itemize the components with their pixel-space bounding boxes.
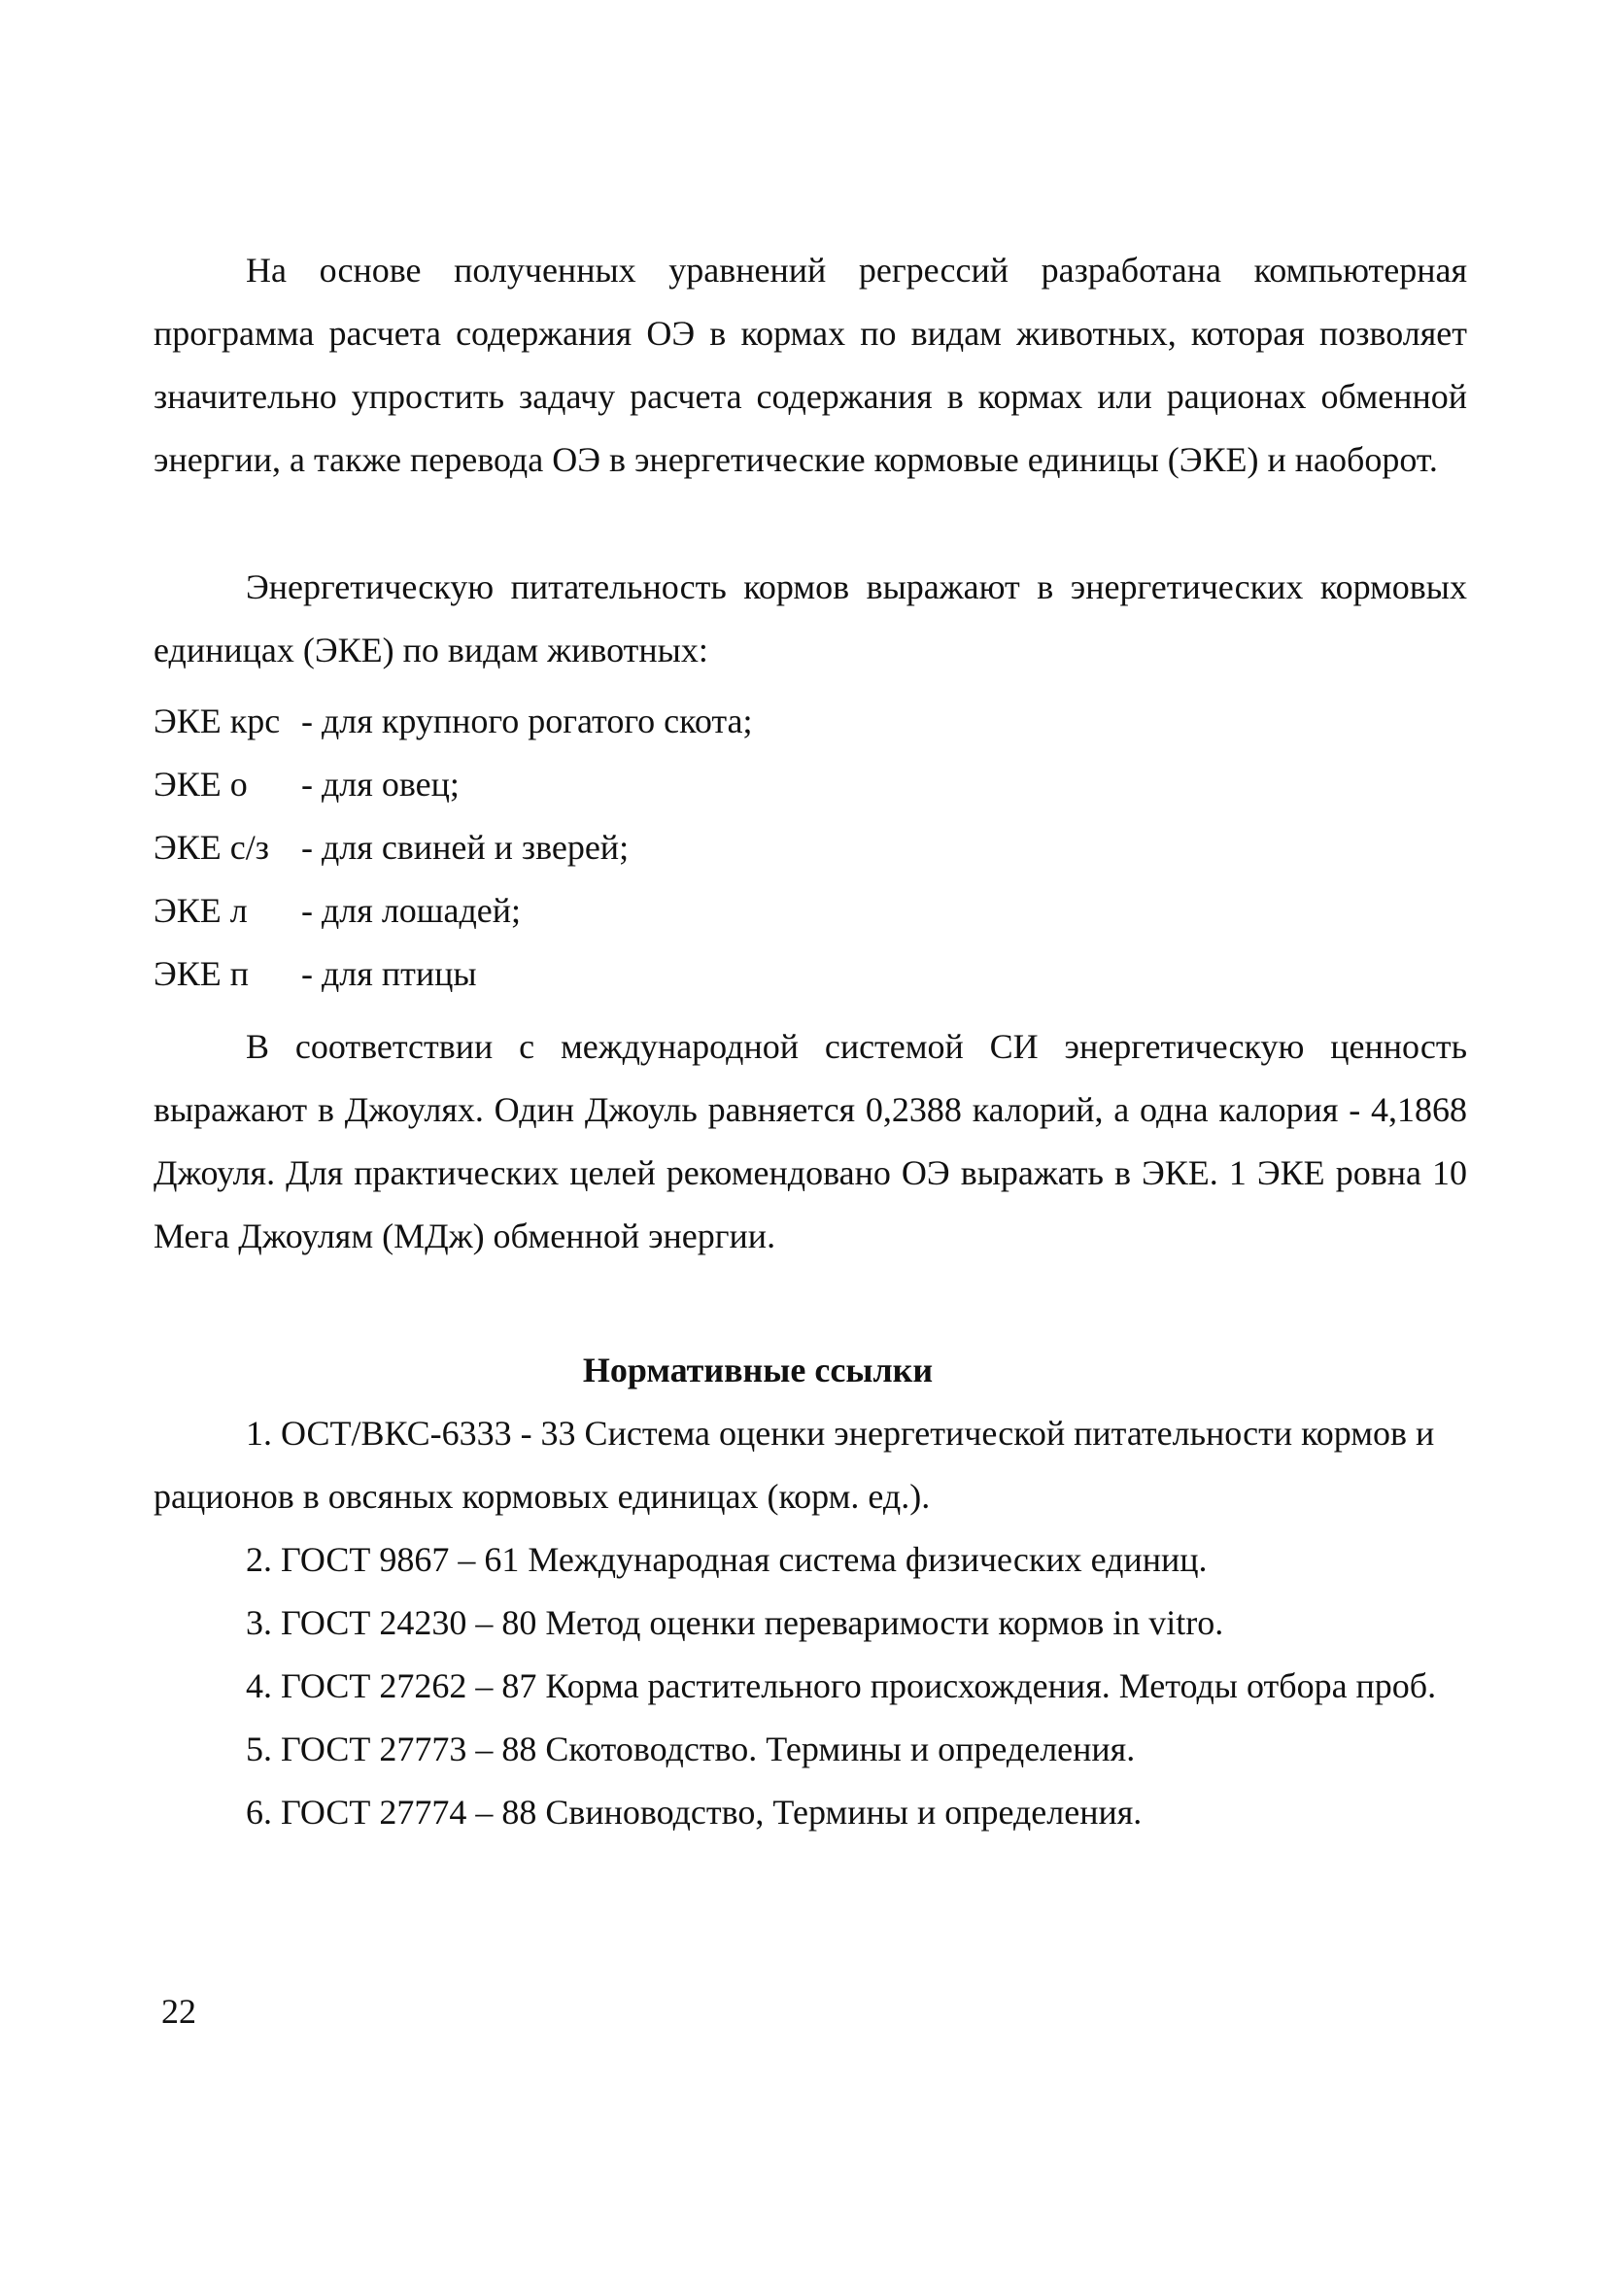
eke-abbreviation: ЭКЕ с/з [154, 828, 269, 867]
reference-item: 5. ГОСТ 27773 – 88 Скотоводство. Термины и определения. [246, 1730, 1136, 1768]
si-paragraph: В соответствии с международной системой СИ энергетическую ценность выражают в Джоулях. Один Джоуль равняется 0,2388 калорий, а одна калория - 4,1868 Джоуля. Для практических целей рекомендовано ОЭ выражать в ЭКЕ. 1 ЭКЕ ровна 10 Мега Джоулям (МДж) обменной энергии. [154, 1027, 1467, 1255]
reference-item: 3. ГОСТ 24230 – 80 Метод оценки переваримости кормов in vitro. [246, 1603, 1224, 1642]
eke-abbreviation: ЭКЕ крс [154, 702, 281, 740]
intro-paragraph: На основе полученных уравнений регрессий разработана компьютерная программа расчета содержания ОЭ в кормах по видам животных, которая позволяет значительно упростить задачу расчета содержания в кормах или рационах обменной энергии, а также перевода ОЭ в энергетические кормовые единицы (ЭКЕ) и наоборот. [154, 251, 1467, 479]
si-section [154, 1015, 1467, 1268]
eke-list-item [154, 690, 753, 753]
eke-abbreviation: ЭКЕ п [154, 954, 250, 993]
energy-section [154, 556, 1467, 682]
intro-section [154, 239, 1467, 492]
reference-item: 6. ГОСТ 27774 – 88 Свиноводство, Термины и определения. [246, 1793, 1143, 1832]
eke-description: - для птицы [301, 954, 477, 993]
reference-item: 2. ГОСТ 9867 – 61 Международная система физических единиц. [246, 1540, 1208, 1579]
eke-list-item [154, 942, 753, 1006]
eke-list-item [154, 879, 753, 942]
references-list [154, 1402, 1467, 1844]
reference-item: 1. ОСТ/ВКС-6333 - 33 Система оценки энергетической питательности кормов и рационов в овсяных кормовых единицах (корм. ед.). [154, 1414, 1435, 1516]
eke-list-item [154, 753, 753, 816]
eke-abbreviation: ЭКЕ о [154, 765, 248, 804]
eke-abbreviation: ЭКЕ л [154, 891, 248, 930]
eke-description: - для свиней и зверей; [301, 828, 630, 867]
eke-description: - для крупного рогатого скота; [301, 702, 753, 740]
page-number: 22 [161, 1992, 196, 2031]
eke-list [154, 690, 753, 1006]
reference-item: 4. ГОСТ 27262 – 87 Корма растительного происхождения. Методы отбора проб. [246, 1666, 1437, 1705]
energy-paragraph: Энергетическую питательность кормов выражают в энергетических кормовых единицах (ЭКЕ) по видам животных: [154, 567, 1467, 669]
references-heading: Нормативные ссылки [582, 1351, 934, 1389]
eke-description: - для овец; [301, 765, 460, 804]
eke-list-item [154, 816, 753, 879]
eke-description: - для лошадей; [301, 891, 522, 930]
